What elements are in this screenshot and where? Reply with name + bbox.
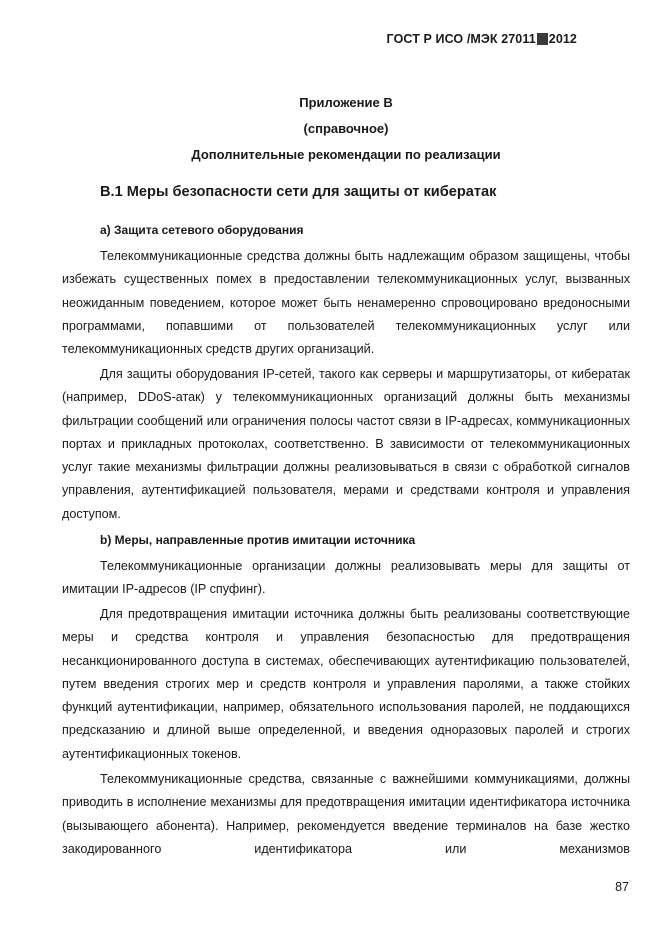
standard-header <box>387 32 577 46</box>
subsection-heading-b: b) Меры, направленные против имитации источника <box>100 533 416 547</box>
standard-code: ГОСТ Р ИСО /МЭК 27011 <box>386 32 536 46</box>
redaction-mark <box>537 33 548 45</box>
section-heading: В.1 Меры безопасности сети для защиты от кибератак <box>100 184 497 200</box>
paragraph: Телекоммуникационные средства должны быть надлежащим образом защищены, чтобы избежать существенных помех в предоставлении телекоммуникационных услуг, вызванных неожиданным поведением, которое может быть ненамеренно спровоцировано вредоносными программами, попавшими от пользователей телекоммуникационных услуг или телекоммуникационных средств других организаций. <box>62 249 630 357</box>
paragraph: Для защиты оборудования IP-сетей, такого как серверы и маршрутизаторы, от кибератак (например, DDoS-атак) у телекоммуникационных организаций должны быть механизмы фильтрации сообщений или ограничения полосы частот связи в IP-адресах, коммуникационных портах и прикладных протоколах, соответственно. В зависимости от телекоммуникационных услуг такие механизмы фильтрации должны реализовываться в связи с обработкой сигналов управления, аутентификацией пользователя, мерами и средствами контроля и управления доступом. <box>62 367 630 521</box>
paragraph: Телекоммуникационные организации должны реализовывать меры для защиты от имитации IP-адресов (IP спуфинг). <box>62 559 630 597</box>
standard-year: 2012 <box>548 32 577 46</box>
subsection-heading-a: а) Защита сетевого оборудования <box>100 223 304 237</box>
appendix-title: Приложение В <box>299 95 393 110</box>
page-number: 87 <box>615 880 629 894</box>
paragraph: Для предотвращения имитации источника должны быть реализованы соответствующие меры и средства контроля и управления безопасностью для предотвращения несанкционированного доступа в системах, обеспечивающих аутентификацию пользователей, путем введения строгих мер и средств контроля и управления паролями, а также стойких функций аутентификации, например, обязательного использования паролей, не поддающихся предсказанию и длиной выше определенной, и введения одноразовых паролей и строгих аутентификационных токенов. <box>62 607 630 761</box>
appendix-subtitle: Дополнительные рекомендации по реализации <box>191 147 501 162</box>
paragraph: Телекоммуникационные средства, связанные с важнейшими коммуникациями, должны приводить в исполнение механизмы для предотвращения имитации идентификатора источника (вызывающего абонента). Например, рекомендуется введение терминалов на базе жестко закодированного идентификатора или механизмов <box>62 772 630 856</box>
appendix-type: (справочное) <box>303 121 389 136</box>
